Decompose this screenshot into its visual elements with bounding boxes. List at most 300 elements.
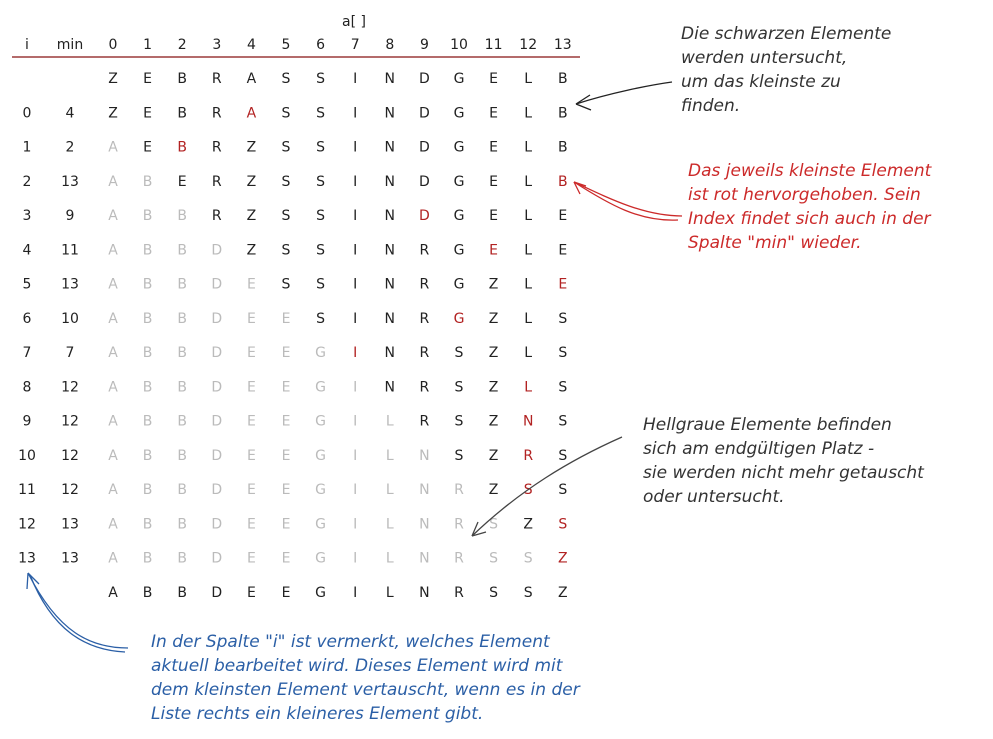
- table-row: [108, 71, 567, 87]
- arrow-red-note: [574, 182, 682, 220]
- row-min-value: 13: [61, 516, 79, 533]
- array-cell: R: [211, 173, 222, 190]
- table-row: [18, 482, 567, 498]
- note-line: sie werden nicht mehr getauscht: [643, 463, 924, 483]
- array-cell: S: [281, 208, 291, 224]
- array-cell: A: [108, 173, 118, 190]
- table-row: [23, 277, 568, 293]
- array-cell: Z: [488, 413, 499, 430]
- array-cell: E: [246, 276, 256, 293]
- array-cell: A: [108, 139, 118, 156]
- array-cell: Z: [558, 550, 568, 567]
- array-cell: A: [108, 379, 118, 396]
- array-cell: Z: [558, 584, 568, 601]
- array-cell: B: [177, 550, 188, 567]
- row-min-value: 13: [61, 276, 79, 293]
- note-black-elements: [681, 22, 891, 118]
- array-cell: G: [453, 139, 465, 156]
- header-index: 7: [350, 37, 360, 53]
- array-cell: S: [523, 550, 533, 567]
- array-cell: E: [246, 447, 256, 464]
- array-cell: D: [211, 345, 223, 361]
- array-cell: A: [108, 584, 118, 601]
- array-cell: B: [177, 584, 188, 601]
- row-i-value: 10: [18, 447, 36, 464]
- array-cell: S: [523, 482, 533, 498]
- array-cell: R: [454, 516, 464, 533]
- array-cell: I: [353, 276, 358, 293]
- array-cell: S: [523, 584, 533, 601]
- array-cell: L: [524, 208, 533, 224]
- array-cell: E: [281, 413, 291, 430]
- array-cell: E: [558, 242, 568, 259]
- array-cell: I: [353, 584, 358, 601]
- note-line: werden untersucht,: [681, 48, 848, 68]
- array-cell: G: [453, 310, 465, 327]
- array-cell: E: [489, 173, 499, 190]
- array-cell: R: [419, 413, 430, 430]
- table-row: [23, 345, 568, 361]
- array-cell: G: [453, 208, 465, 224]
- array-cell: S: [454, 447, 464, 464]
- array-cell: I: [353, 71, 358, 87]
- array-cell: R: [211, 139, 222, 156]
- header-index: 8: [385, 37, 395, 53]
- header-row: [25, 37, 572, 53]
- array-cell: A: [108, 516, 118, 533]
- array-cell: G: [315, 379, 327, 396]
- table-row: [23, 242, 568, 258]
- array-cell: Z: [246, 242, 257, 259]
- table-row: [23, 208, 568, 224]
- array-cell: R: [419, 310, 430, 327]
- note-line: Hellgraue Elemente befinden: [643, 415, 892, 435]
- array-cell: A: [108, 208, 118, 224]
- array-cell: G: [315, 413, 327, 430]
- row-min-value: 13: [61, 173, 79, 190]
- array-cell: R: [419, 345, 430, 361]
- array-cell: B: [142, 173, 153, 190]
- array-cell: D: [211, 379, 223, 396]
- array-cell: B: [142, 516, 153, 533]
- array-cell: I: [353, 310, 358, 327]
- array-cell: L: [385, 550, 394, 567]
- array-cell: G: [453, 242, 465, 259]
- array-cell: D: [419, 139, 430, 156]
- array-cell: L: [524, 139, 533, 156]
- array-cell: A: [108, 345, 118, 361]
- array-cell: Z: [523, 516, 533, 533]
- array-cell: B: [557, 173, 568, 190]
- header-index: 0: [108, 37, 118, 53]
- array-cell: D: [211, 310, 223, 327]
- array-cell: S: [316, 208, 326, 224]
- array-cell: G: [315, 550, 327, 567]
- array-cell: B: [177, 105, 188, 122]
- array-cell: N: [384, 105, 396, 122]
- array-cell: R: [211, 105, 222, 122]
- row-i-value: 2: [22, 173, 32, 190]
- header-min: min: [56, 37, 84, 53]
- array-cell: D: [211, 276, 223, 293]
- array-cell: D: [211, 413, 223, 430]
- array-cell: L: [524, 379, 533, 396]
- array-cell: S: [316, 105, 326, 122]
- array-cell: B: [177, 482, 188, 498]
- array-cell: D: [419, 173, 430, 190]
- note-i-column: [151, 630, 580, 726]
- array-cell: R: [211, 71, 222, 87]
- array-cell: S: [281, 139, 291, 156]
- array-cell: D: [211, 447, 223, 464]
- array-cell: I: [353, 105, 358, 122]
- array-cell: E: [246, 379, 256, 396]
- array-cell: B: [557, 139, 568, 156]
- array-cell: E: [489, 242, 499, 259]
- array-cell: A: [108, 276, 118, 293]
- array-cell: E: [281, 345, 291, 361]
- note-line: oder untersucht.: [643, 487, 785, 507]
- array-cell: D: [211, 550, 223, 567]
- array-cell: R: [454, 584, 464, 601]
- array-cell: S: [316, 71, 326, 87]
- array-cell: G: [453, 71, 465, 87]
- array-cell: B: [142, 413, 153, 430]
- array-cell: E: [281, 379, 291, 396]
- array-cell: L: [524, 345, 533, 361]
- array-cell: B: [142, 276, 153, 293]
- note-line: Liste rechts ein kleineres Element gibt.: [151, 704, 484, 724]
- note-line: In der Spalte "i" ist vermerkt, welches Element: [151, 632, 550, 652]
- array-cell: E: [489, 139, 499, 156]
- array-cell: E: [246, 482, 256, 498]
- array-cell: E: [281, 584, 291, 601]
- row-min-value: 12: [61, 482, 79, 498]
- header-index: 6: [316, 37, 326, 53]
- array-cell: E: [281, 447, 291, 464]
- header-index: 12: [519, 37, 538, 53]
- array-cell: R: [211, 208, 222, 224]
- array-cell: S: [316, 276, 326, 293]
- row-min-value: 12: [61, 447, 79, 464]
- array-cell: E: [143, 71, 153, 87]
- array-cell: S: [316, 173, 326, 190]
- note-line: dem kleinsten Element vertauscht, wenn es in der: [151, 680, 580, 700]
- array-cell: I: [353, 550, 358, 567]
- table-row: [23, 105, 568, 121]
- array-label: a[ ]: [342, 14, 366, 30]
- array-cell: S: [281, 105, 291, 122]
- array-cell: N: [384, 379, 396, 396]
- row-i-value: 9: [22, 413, 32, 430]
- array-cell: N: [384, 139, 396, 156]
- array-cell: I: [353, 139, 358, 156]
- array-cell: Z: [108, 105, 118, 122]
- row-i-value: 5: [22, 276, 32, 293]
- row-i-value: 11: [18, 482, 36, 498]
- array-cell: A: [108, 447, 118, 464]
- array-cell: R: [523, 447, 534, 464]
- array-cell: E: [246, 310, 256, 327]
- array-cell: N: [384, 310, 396, 327]
- array-cell: B: [177, 139, 188, 156]
- array-cell: S: [489, 584, 499, 601]
- row-i-value: 8: [22, 379, 32, 396]
- array-cell: N: [419, 482, 430, 498]
- note-line: Spalte "min" wieder.: [688, 233, 862, 253]
- array-cell: S: [281, 71, 291, 87]
- array-cell: D: [211, 584, 223, 601]
- array-cell: S: [316, 242, 326, 259]
- array-cell: B: [177, 516, 188, 533]
- table-row: [23, 414, 568, 430]
- array-cell: N: [384, 242, 396, 259]
- array-cell: B: [177, 71, 188, 87]
- array-cell: L: [385, 516, 394, 533]
- table-row: [108, 585, 567, 601]
- array-cell: N: [384, 345, 396, 361]
- note-line: aktuell bearbeitet wird. Dieses Element wird mit: [151, 656, 563, 676]
- array-cell: D: [419, 105, 430, 122]
- row-min-value: 2: [65, 139, 75, 156]
- array-cell: N: [419, 584, 430, 601]
- table-row: [23, 311, 568, 327]
- array-cell: L: [385, 584, 394, 601]
- array-cell: Z: [488, 379, 499, 396]
- array-cell: B: [177, 379, 188, 396]
- array-cell: L: [524, 242, 533, 259]
- array-cell: A: [108, 550, 118, 567]
- array-cell: B: [177, 447, 188, 464]
- table-row: [23, 379, 568, 395]
- array-cell: L: [385, 413, 394, 430]
- array-cell: A: [246, 71, 257, 87]
- note-line: ist rot hervorgehoben. Sein: [688, 185, 921, 205]
- array-cell: G: [453, 276, 465, 293]
- header-index: 13: [553, 37, 572, 53]
- array-cell: B: [177, 242, 188, 259]
- array-cell: I: [353, 345, 358, 361]
- array-cell: Z: [246, 208, 257, 224]
- array-cell: B: [177, 345, 188, 361]
- row-min-value: 4: [65, 105, 75, 122]
- row-i-value: 6: [22, 310, 32, 327]
- header-index: 4: [246, 37, 256, 53]
- array-cell: B: [142, 345, 153, 361]
- header-index: 3: [212, 37, 222, 53]
- array-cell: G: [315, 516, 327, 533]
- array-cell: E: [489, 208, 499, 224]
- header-index: 5: [281, 37, 291, 53]
- table-row: [18, 551, 568, 567]
- array-cell: B: [142, 482, 153, 498]
- array-cell: B: [142, 310, 153, 327]
- header-index: 2: [177, 37, 187, 53]
- array-cell: B: [557, 105, 568, 122]
- array-cell: E: [281, 310, 291, 327]
- array-cell: B: [142, 584, 153, 601]
- array-cell: L: [524, 310, 533, 327]
- array-cell: A: [108, 413, 118, 430]
- note-line: um das kleinste zu: [681, 72, 841, 92]
- row-i-value: 13: [18, 550, 36, 567]
- array-cell: N: [384, 276, 396, 293]
- array-cell: I: [353, 447, 358, 464]
- table-row: [23, 140, 568, 156]
- array-cell: E: [281, 516, 291, 533]
- array-cell: E: [246, 584, 256, 601]
- array-cell: I: [353, 413, 358, 430]
- arrow-black-note: [576, 82, 672, 110]
- array-cell: Z: [246, 173, 257, 190]
- array-cell: G: [315, 345, 327, 361]
- row-i-value: 3: [22, 208, 32, 224]
- array-cell: D: [419, 208, 430, 224]
- header-index: 10: [450, 37, 468, 53]
- array-cell: S: [316, 139, 326, 156]
- row-i-value: 0: [22, 105, 32, 122]
- array-cell: S: [558, 447, 568, 464]
- array-cell: N: [384, 208, 396, 224]
- row-min-value: 12: [61, 379, 79, 396]
- array-cell: A: [108, 310, 118, 327]
- array-cell: N: [419, 516, 430, 533]
- note-line: finden.: [681, 96, 741, 116]
- array-cell: A: [108, 242, 118, 259]
- array-cell: S: [558, 482, 568, 498]
- row-min-value: 11: [61, 242, 79, 259]
- array-cell: Z: [488, 447, 499, 464]
- array-cell: S: [454, 345, 464, 361]
- array-cell: E: [246, 516, 256, 533]
- array-cell: Z: [488, 276, 499, 293]
- array-cell: L: [524, 71, 533, 87]
- array-cell: R: [454, 550, 464, 567]
- row-i-value: 1: [22, 139, 32, 156]
- array-cell: G: [315, 447, 327, 464]
- array-cell: Z: [108, 71, 118, 87]
- array-cell: I: [353, 173, 358, 190]
- array-cell: N: [419, 550, 430, 567]
- array-cell: A: [108, 482, 118, 498]
- array-cell: S: [281, 173, 291, 190]
- note-line: Index findet sich auch in der: [688, 209, 931, 229]
- array-cell: G: [453, 105, 465, 122]
- array-cell: R: [419, 276, 430, 293]
- array-cell: E: [177, 173, 187, 190]
- array-cell: B: [557, 71, 568, 87]
- row-min-value: 9: [65, 208, 75, 224]
- array-cell: S: [316, 310, 326, 327]
- array-cell: E: [246, 345, 256, 361]
- table-row: [18, 448, 567, 464]
- array-cell: N: [384, 173, 396, 190]
- array-cell: B: [142, 208, 153, 224]
- array-cell: G: [453, 173, 465, 190]
- array-cell: S: [558, 516, 568, 533]
- array-cell: L: [524, 105, 533, 122]
- array-cell: S: [281, 276, 291, 293]
- array-cell: B: [177, 413, 188, 430]
- row-min-value: 10: [61, 310, 79, 327]
- array-cell: L: [385, 482, 394, 498]
- array-cell: B: [177, 276, 188, 293]
- array-cell: E: [281, 482, 291, 498]
- array-cell: E: [143, 105, 153, 122]
- array-cell: N: [384, 71, 396, 87]
- header-i: i: [25, 37, 29, 53]
- note-red-elements: [688, 159, 931, 255]
- array-cell: B: [142, 550, 153, 567]
- array-cell: E: [143, 139, 153, 156]
- array-cell: E: [489, 71, 499, 87]
- array-cell: D: [419, 71, 430, 87]
- header-index: 11: [484, 37, 503, 53]
- array-cell: A: [246, 105, 257, 122]
- row-i-value: 12: [18, 516, 36, 533]
- array-cell: E: [558, 208, 568, 224]
- note-line: Das jeweils kleinste Element: [688, 161, 932, 181]
- array-cell: B: [177, 208, 188, 224]
- array-cell: S: [454, 379, 464, 396]
- array-cell: G: [315, 584, 327, 601]
- row-min-value: 7: [65, 345, 75, 361]
- array-cell: E: [246, 413, 256, 430]
- row-i-value: 7: [22, 345, 32, 361]
- array-cell: Z: [488, 310, 499, 327]
- array-cell: S: [558, 379, 568, 396]
- array-cell: Z: [488, 482, 499, 498]
- array-cell: N: [522, 413, 534, 430]
- array-cell: D: [211, 242, 223, 259]
- array-cell: S: [558, 310, 568, 327]
- array-cell: S: [454, 413, 464, 430]
- note-gray-elements: [643, 413, 924, 509]
- row-min-value: 12: [61, 413, 79, 430]
- array-cell: I: [353, 482, 358, 498]
- array-cell: D: [211, 482, 223, 498]
- array-cell: I: [353, 208, 358, 224]
- array-cell: E: [558, 276, 568, 293]
- sort-table: [18, 71, 568, 601]
- array-cell: R: [419, 242, 430, 259]
- array-cell: S: [558, 413, 568, 430]
- array-cell: B: [177, 310, 188, 327]
- array-cell: G: [315, 482, 327, 498]
- header-index: 9: [419, 37, 429, 53]
- array-cell: I: [353, 242, 358, 259]
- array-cell: R: [419, 379, 430, 396]
- array-cell: N: [419, 447, 430, 464]
- array-cell: S: [558, 345, 568, 361]
- array-cell: B: [142, 447, 153, 464]
- array-cell: I: [353, 516, 358, 533]
- array-cell: Z: [246, 139, 257, 156]
- array-cell: S: [489, 516, 499, 533]
- note-line: sich am endgültigen Platz -: [643, 439, 875, 459]
- array-cell: S: [281, 242, 291, 259]
- header-index: 1: [143, 37, 153, 53]
- array-cell: Z: [488, 345, 499, 361]
- note-line: Die schwarzen Elemente: [681, 24, 892, 44]
- array-cell: R: [454, 482, 464, 498]
- row-i-value: 4: [22, 242, 32, 259]
- array-cell: L: [385, 447, 394, 464]
- array-cell: E: [281, 550, 291, 567]
- array-cell: B: [142, 242, 153, 259]
- array-cell: E: [246, 550, 256, 567]
- array-cell: B: [142, 379, 153, 396]
